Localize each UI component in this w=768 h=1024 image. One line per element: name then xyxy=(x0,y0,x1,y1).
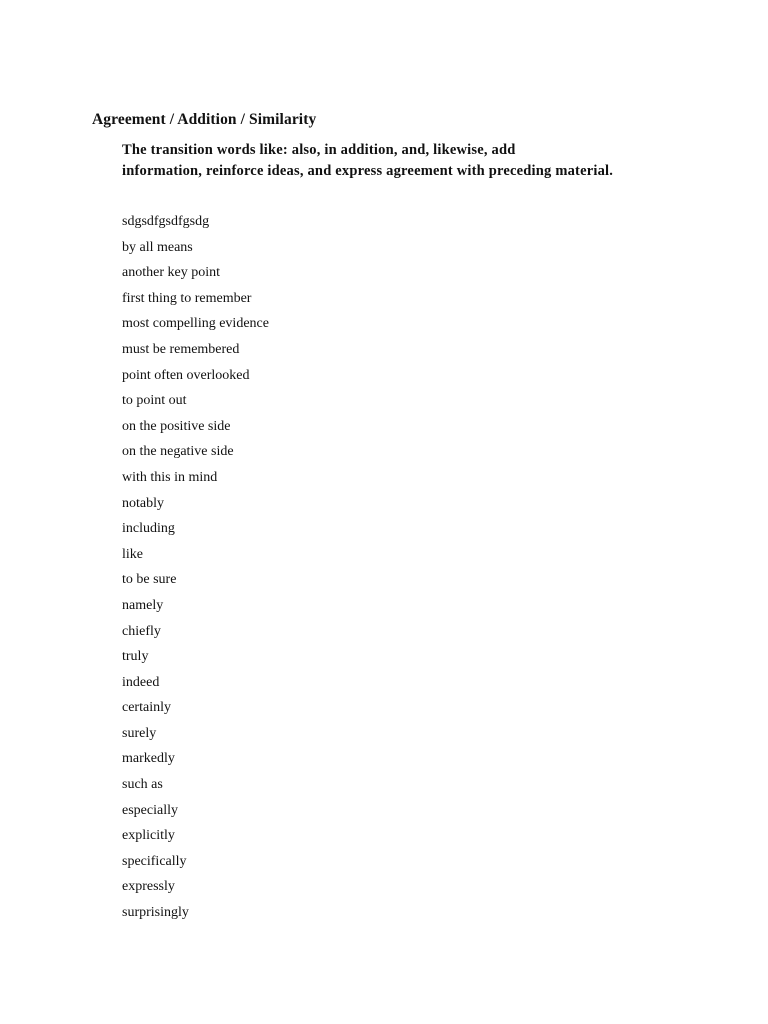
phrase-item: with this in mind xyxy=(122,469,218,485)
phrase-item: point often overlooked xyxy=(122,367,250,383)
phrase-item: chiefly xyxy=(122,623,161,639)
intro-line: information, reinforce ideas, and express agreement with preceding material. xyxy=(122,163,614,179)
phrase-item: certainly xyxy=(122,700,171,716)
phrase-item: to point out xyxy=(122,393,187,409)
phrase-item: another key point xyxy=(122,265,220,281)
phrase-item: like xyxy=(122,546,143,562)
phrase-item: most compelling evidence xyxy=(122,316,269,332)
phrase-item: to be sure xyxy=(122,572,177,588)
phrase-item: indeed xyxy=(122,674,160,690)
phrase-item: such as xyxy=(122,777,163,793)
phrase-item: on the negative side xyxy=(122,444,234,460)
phrase-item: specifically xyxy=(122,853,187,869)
phrase-item: especially xyxy=(122,802,178,818)
phrase-item: surely xyxy=(122,725,157,741)
phrase-item: sdgsdfgsdfgsdg xyxy=(122,214,210,229)
phrase-item: first thing to remember xyxy=(122,290,252,306)
phrase-item: explicitly xyxy=(122,828,175,844)
phrase-item: by all means xyxy=(122,239,193,255)
intro-paragraph xyxy=(122,140,613,182)
phrase-item: markedly xyxy=(122,751,175,767)
section-heading: Agreement / Addition / Similarity xyxy=(92,111,317,128)
phrase-item: must be remembered xyxy=(122,341,240,357)
phrase-item: expressly xyxy=(122,879,175,895)
phrase-item: surprisingly xyxy=(122,905,189,921)
phrase-item: including xyxy=(122,521,175,537)
phrase-item: namely xyxy=(122,597,164,613)
transition-phrase-list xyxy=(122,212,269,929)
intro-line: The transition words like: also, in addition, and, likewise, add xyxy=(122,142,516,158)
phrase-item: on the positive side xyxy=(122,418,231,434)
phrase-item: notably xyxy=(122,495,164,511)
phrase-item: truly xyxy=(122,649,149,665)
